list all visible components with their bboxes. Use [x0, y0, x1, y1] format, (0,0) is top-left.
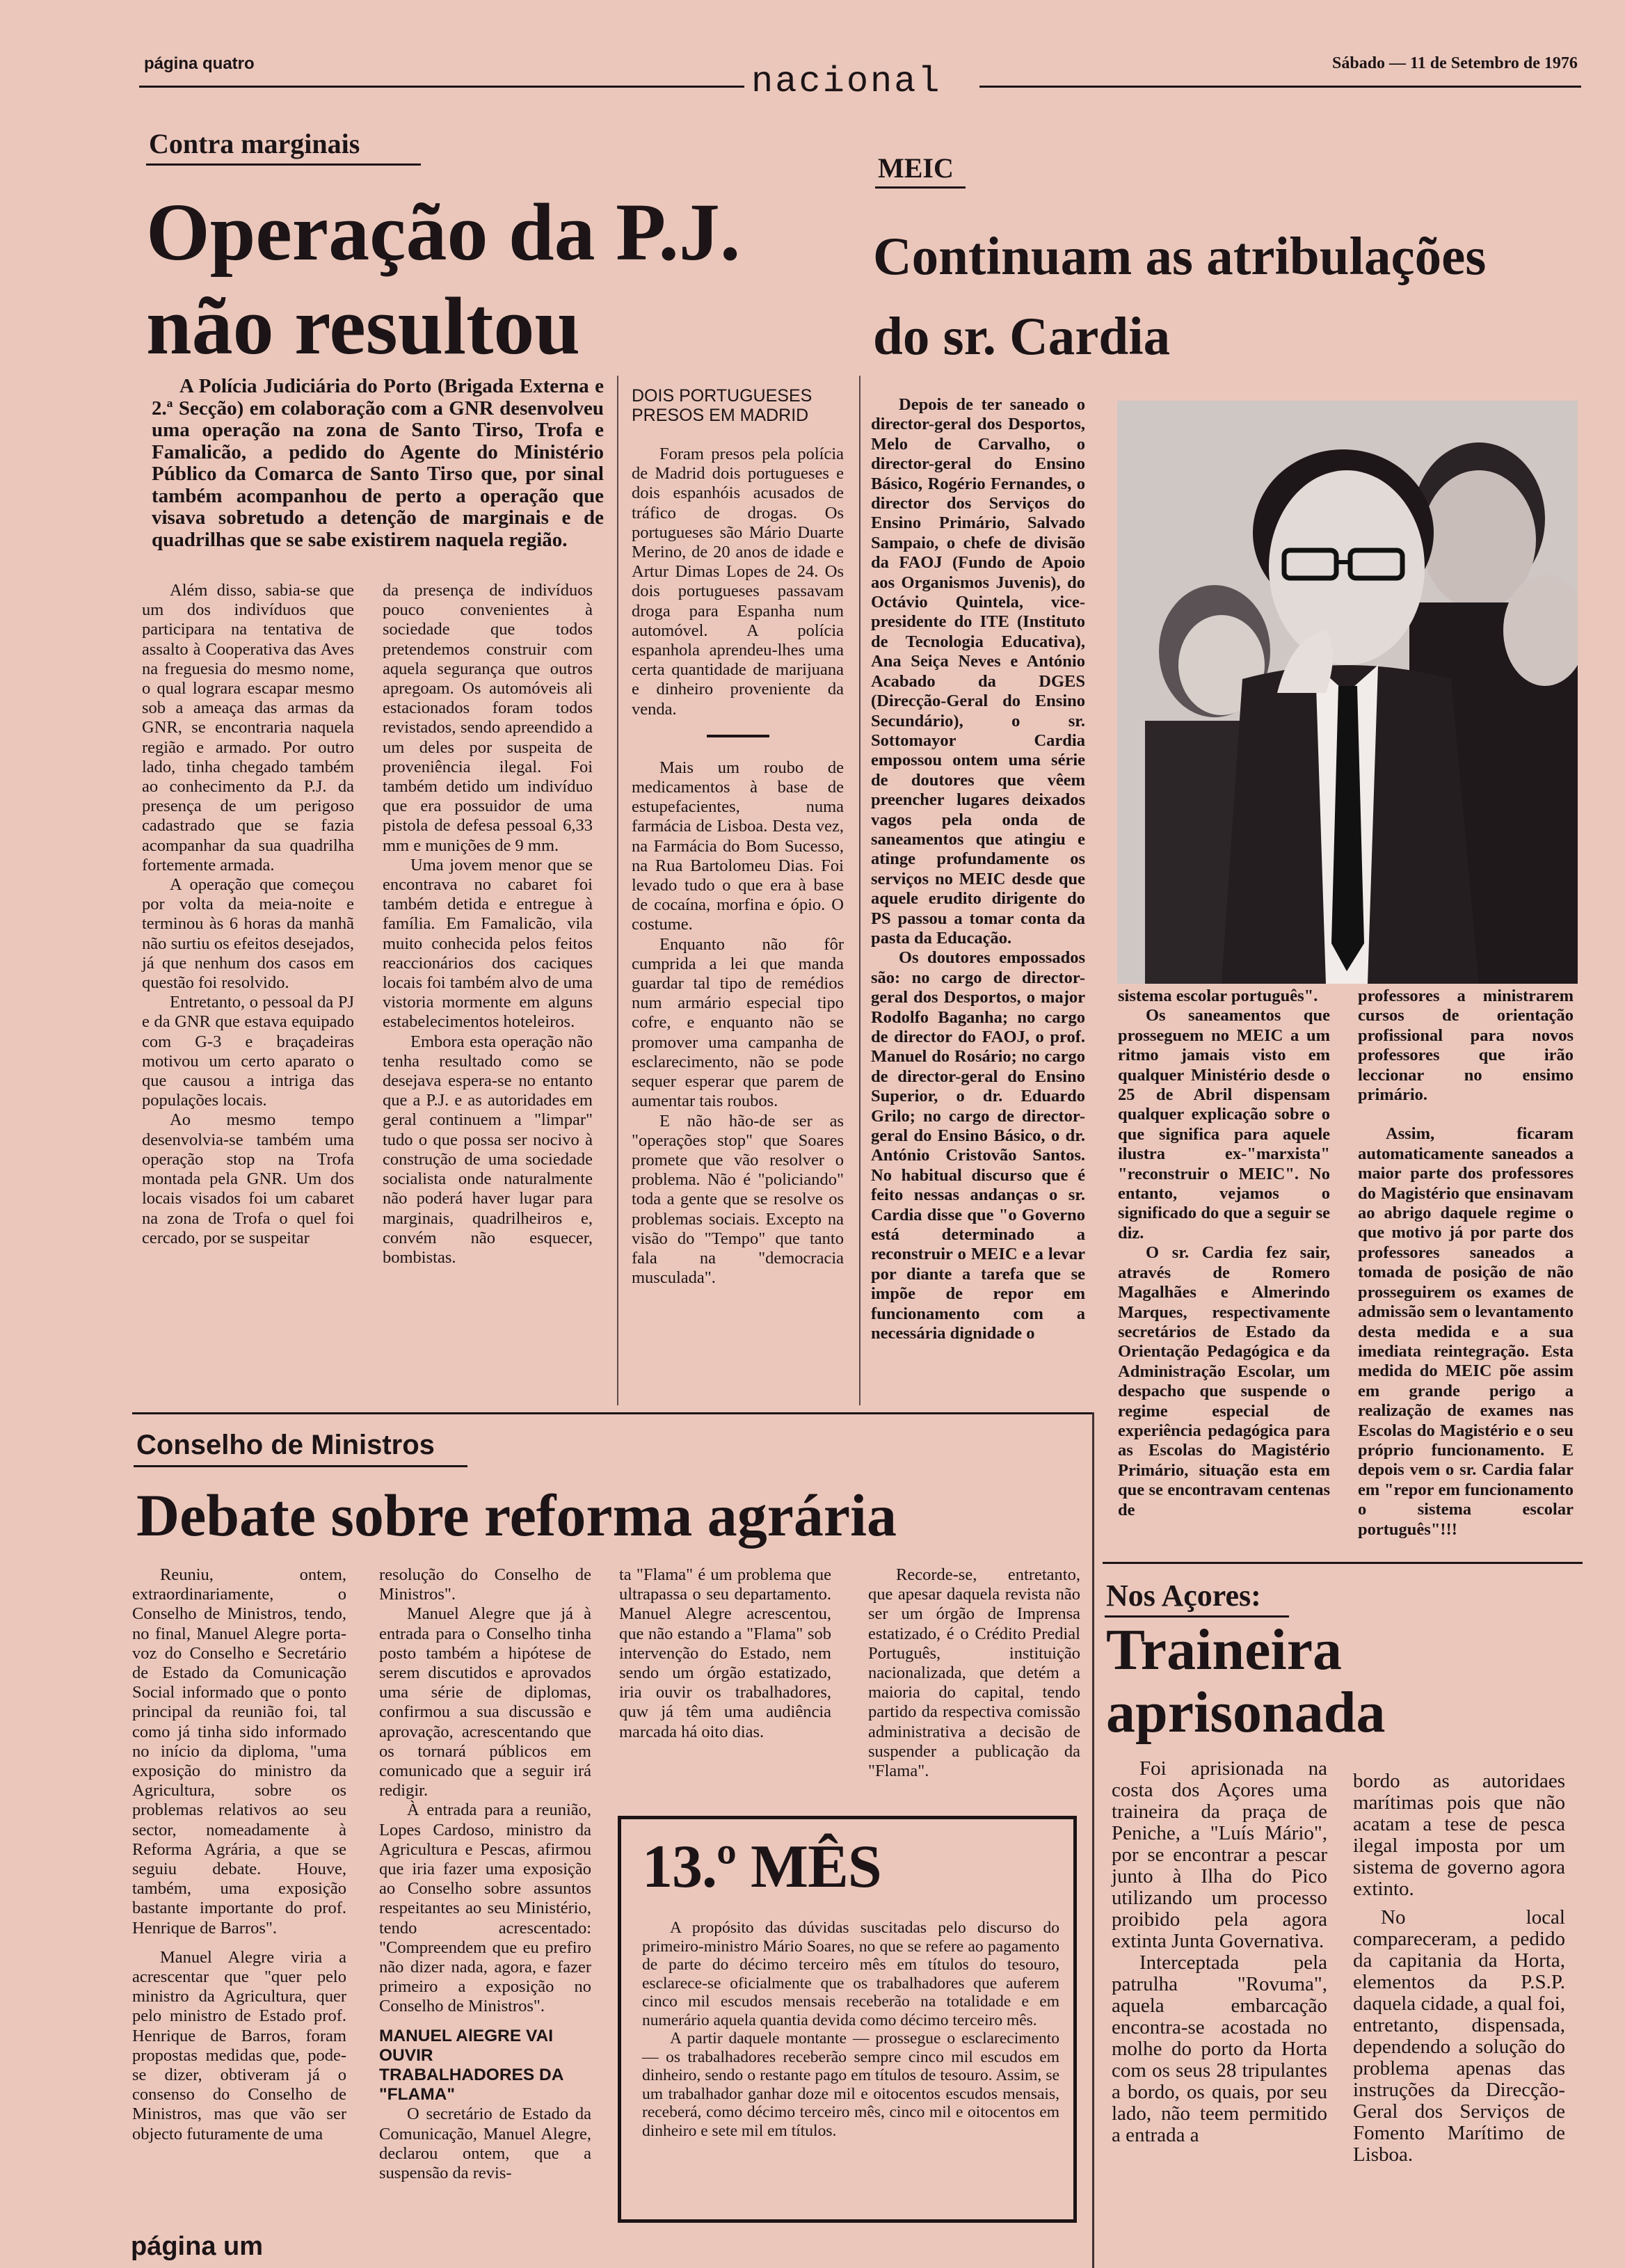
acores-col1-p2: Interceptada pela patrulha "Rovuma", aquela embarcação encontra-se acostada no molhe do porto da Horta com os seus 28 tripulantes a bordo, os quais, por seu lado, não teem permitido a entrada a: [1112, 1951, 1327, 2146]
separator-short: [707, 735, 769, 737]
header-rule-right: [979, 86, 1581, 88]
pj-col3-p4: E não hão-de ser as "operações stop" que Soares promete que vão resolver o problema. Não é "policiando" toda a gente que se resolve os problemas sociais. Excepto na visão do "Tempo" que tanto fala na "democracia musculada".: [632, 1111, 844, 1288]
thirteenth-month-title: 13.º MÊS: [642, 1833, 881, 1901]
ministros-col1-p2: Manuel Alegre viria a acrescentar que "quer pelo ministro da Agricultura, quer pelo ministro de Estado prof. Henrique de Barros, foram propostas medidas que, pode-se dizer, obtiveram já o consenso do Conselho de Ministros, mas que vão ser objecto futuramente de uma: [132, 1947, 346, 2143]
drugs-heading: DOIS PORTUGUESES PRESOS EM MADRID: [632, 386, 812, 425]
acores-column-2: [1353, 1771, 1565, 2166]
ministros-column-1: [132, 1565, 346, 2144]
pj-col1-p3: Entretanto, o pessoal da PJ e da GNR que estava equipado com G-3 e braçadeiras motivou um certo aparato o que causou a intriga das populações locais.: [142, 993, 354, 1110]
ministros-col2-p2: Manuel Alegre que já à entrada para o Conselho tinha posto também a hipótese de serem discutidos e aprovados uma série de diplomas, confirmou a sua discussão e aprovação, acrescentando que os tornará públicos em comunicado que a seguir irá redigir.: [379, 1604, 591, 1800]
pj-kicker-rule: [146, 163, 421, 166]
pj-lead-text: A Polícia Judiciária do Porto (Brigada Externa e 2.ª Secção) em colaboração com a GNR desenvolveu uma operação na zona de Santo Tirso, Trofa e Famalicão, a pedido do Agente do Ministério Público da Comarca de Santo Tirso que, por sinal também acompanhou de perto a operação que visava sobretudo a detenção de marginais e de quadrilhas que se sabe existirem naquela região.: [152, 375, 604, 551]
meic-kicker-rule: [875, 186, 966, 189]
pj-column-2: [383, 581, 593, 1268]
meic-col1-p1: Depois de ter saneado o director-geral dos Desportos, Melo de Carvalho, o director-geral do Ensino Básico, Rogério Fernandes, o director dos Serviços do Ensino Primário, Salvado Sampaio, o chefe de divisão da FAOJ (Fundo de Apoio aos Organismos Juvenis), do Octávio Quintela, vice-presidente do ITE (Instituto de Tecnologia Educativa), Ana Seiça Neves e António Acabado da DGES (Direcção-Geral do Ensino Secundário), o sr. Sottomayor Cardia empossou ontem uma série de doutores que vêem preencher lugares deixados vagos pela onda de saneamentos que atingiu e atinge profundamente os serviços no MEIC desde que aquele erudito dirigente do PS passou a tomar conta da pasta da Educação.: [871, 395, 1085, 948]
pj-col1-p2: A operação que começou por volta da meia-noite e terminou às 6 horas da manhã não surtiu os efeitos desejados, já que nenhum dos casos em questão foi resolvido.: [142, 875, 354, 993]
pj-lead: [152, 376, 604, 551]
meic-column-3: [1358, 987, 1574, 1540]
thirteenth-month-body: [642, 1919, 1059, 2140]
meic-col3-p1: professores a ministrarem cursos de orientação profissional para novos professores que irão leccionar no ensimo primário.: [1358, 987, 1574, 1105]
ministros-kicker: Conselho de Ministros: [136, 1430, 435, 1460]
meic-headline-line2: do sr. Cardia: [873, 306, 1171, 366]
ministros-kicker-rule: [134, 1465, 467, 1467]
flama-heading: MANUEL AlEGRE VAI OUVIR TRABALHADORES DA "FLAMA": [379, 2026, 563, 2105]
column-divider-2: [859, 376, 860, 1405]
pj-col2-p2: Uma jovem menor que se encontrava no cabaret foi também detida e entregue à família. Em Famalicão, vila muito conhecida pelos feitos reaccionários dos caciques locais foi também alvo de uma vistoria mormente em alguns estabelecimentos hoteleiros.: [383, 855, 593, 1032]
ministros-col3-p1: ta "Flama" é um problema que ultrapassa o seu departamento. Manuel Alegre acrescentou, que não estando a "Flama" sob intervenção do Estado, nem sendo um órgão estatizado, iria ouvir os trabalhadores, quw já têm uma audiência marcada há oito dias.: [619, 1565, 831, 1741]
ministros-col2-tail: O secretário de Estado da Comunicação, Manuel Alegre, declarou ontem, que a suspensão da revis-: [379, 2105, 591, 2183]
acores-col2-p2: No local compareceram, a pedido da capitania da Horta, elementos da P.S.P. daquela cidade, a qual foi, entretanto, dispensada, dependendo a solução do problema apenas das instruções da Direcção-Geral dos Serviços de Fomento Marítimo de Lisboa.: [1353, 1906, 1565, 2166]
thirteenth-month-box: [618, 1816, 1077, 2223]
ministros-col1-p1: Reuniu, ontem, extraordinariamente, o Conselho de Ministros, tendo, no final, Manuel Alegre porta-voz do Conselho e Secretário de Estado da Comunicação Social informado que o ponto principal da reunião foi, tal como já tinha sido informado no início da diploma, "uma exposição do ministro da Agricultura, sobre os problemas relativos ao seu sector, nomeadamente à Reforma Agrária, a que se seguiu debate. Houve, também, uma exposição bastante importante do prof. Henrique de Barros".: [132, 1565, 346, 1938]
meic-col2-p2: Os saneamentos que prosseguem no MEIC a um ritmo jamais visto em qualquer Ministério desde o 25 de Abril dispensam qualquer explicação sobre o que significa para aquele ilustra ex-"marxista" "reconstruir o MEIC". No entanto, vejamos o significado do que a seguir se diz.: [1118, 1006, 1330, 1243]
pj-col2-p1: da presença de indivíduos pouco convenientes à sociedade que todos pretendemos construir com aquela segurança que outros apregoam. Os automóveis ali estacionados foram todos revistados, sendo apreendido a um deles por suspeita de proveniência ilegal. Foi também detido um indivíduo que era possuidor de uma pistola de defesa pessoal 6,33 mm e munições de 9 mm.: [383, 581, 593, 855]
pj-col2-p3: Embora esta operação não tenha resultado como se desejava espera-se no entanto que a P.J. e as autoridades em geral continuem a "limpar" tudo o que possa ser nocivo à construção de uma sociedade socialista onde naturalmente não poderá haver lugar para marginais, quadrilheiros e, convém não esquecer, bombistas.: [383, 1032, 593, 1267]
ministros-column-4: [868, 1565, 1080, 1781]
acores-column-1: [1112, 1758, 1327, 2146]
ministros-col2-p1: resolução do Conselho de Ministros".: [379, 1565, 591, 1604]
pj-col3-p3: Enquanto não fôr cumprida a lei que manda guardar tal tipo de remédios num armário especial tipo cofre, e enquanto não se promover uma campanha de esclarecimento, não se pode sequer esperar que parem de aumentar tais roubos.: [632, 934, 844, 1111]
meic-col1-p2: Os doutores empossados são: no cargo de director-geral dos Desportos, o major Rodolfo Baganha; no cargo de director do FAOJ, o prof. Manuel do Rosário; no cargo de director-geral do Ensino Superior, o dr. Eduardo Grilo; no cargo de director-geral do Ensino Básico, o dr. António Cristovão Santos. No habitual discurso que é feito nessas andanças o sr. Cardia disse que "o Governo está determinado a reconstruir o MEIC e a levar por diante a tarefa que se impõe de repor em funcionamento com a necessária dignidade o: [871, 948, 1085, 1343]
thirteenth-month-p2: A partir daquele montante — prossegue o esclarecimento — os trabalhadores receberão sempre cinco mil escudos em dinheiro, sendo o restante pago em títulos de tesouro. Assim, se um trabalhador ganhar doze mil e oitocentos escudos mensais, receberá, como décimo terceiro mês, cinco mil e oitocentos em dinheiro e sete mil em títulos.: [642, 2029, 1059, 2140]
pj-headline-line1: Operação da P.J.: [146, 186, 741, 278]
acores-kicker: Nos Açores:: [1106, 1579, 1261, 1613]
column-divider-1: [617, 376, 618, 1405]
pj-column-3: [632, 386, 844, 1288]
pj-col3-p1: Foram presos pela polícia de Madrid dois portugueses e dois espanhóis acusados de tráfico de drogas. Os portugueses são Mário Duarte Merino, de 20 anos de idade e Artur Dimas Lopes de 24. Os dois portugueses passavam droga para Espanha num automóvel. A polícia espanhola aprendeu-lhes uma certa quantidade de marijuana e dinheiro proveniente da venda.: [632, 445, 844, 719]
pj-col3-p2: Mais um roubo de medicamentos à base de estupefacientes, numa farmácia de Lisboa. Desta vez, na Farmácia do Bom Sucesso, na Rua Bartolomeu Dias. Foi levado tudo o que era à base de cocaína, morfina e ópio. O costume.: [632, 758, 844, 934]
photo-figures: [1117, 401, 1578, 984]
column-divider-3: [1092, 1412, 1094, 2268]
ministros-column-3: [619, 1565, 831, 1742]
pj-col1-p4: Ao mesmo tempo desenvolvia-se também uma operação stop na Trofa montada pela GNR. Um dos locais visados foi um cabaret na zona de Trofa o quel foi cercado, por se suspeitar: [142, 1110, 354, 1247]
acores-headline-line2: aprisonada: [1106, 1680, 1386, 1745]
horizontal-rule-mid: [132, 1412, 1092, 1414]
meic-column-1: [871, 395, 1085, 1344]
thirteenth-month-p1: A propósito das dúvidas suscitadas pelo discurso do primeiro-ministro Mário Soares, no que se refere ao pagamento de parte do décimo terceiro mês em títulos do tesouro, esclarece-se oficialmente que os trabalhadores que auferem cinco mil escudos mensais receberão na totalidade e em numerário aquela quantia devida como décimo terceiro mês.: [642, 1919, 1059, 2029]
meic-col3-p2: Assim, ficaram automaticamente saneados a maior parte dos professores do Magistério que ensinavam ao abrigo daquele regime o que motivo já por parte dos professores saneados a tomada de posição de não prosseguirem os exames de admissão sem o levantamento desta medida e a sua imediata reintegração. Esta medida do MEIC põe assim em grande perigo a realização de exames nas Escolas do Magistério e o seu próprio funcionamento. E depois vem o sr. Cardia falar em "repor em funcionamento o sistema escolar português"!!!: [1358, 1124, 1574, 1539]
meic-kicker: MEIC: [878, 152, 954, 184]
page-label: página quatro: [144, 54, 255, 73]
horizontal-rule-acores: [1103, 1562, 1583, 1564]
section-title: nacional: [751, 61, 942, 102]
ministros-headline: Debate sobre reforma agrária: [136, 1482, 897, 1549]
pj-column-1: [142, 581, 354, 1248]
issue-date: Sábado — 11 de Setembro de 1976: [1332, 54, 1578, 72]
photo-cardia: [1117, 401, 1578, 984]
pj-col1-p1: Além disso, sabia-se que um dos indivíduos que participara na tentativa de assalto à Cooperativa das Aves na freguesia do mesmo nome, o qual lograra escapar mesmo sob a ameaça das armas da GNR, se encontraria naquela região e armado. Por outro lado, tinha chegado também ao conhecimento da P.J. da presença de um perigoso cadastrado que se fazia acompanhar da sua quadrilha fortemente armada.: [142, 581, 354, 875]
ministros-col2-p3: À entrada para a reunião, Lopes Cardoso, ministro da Agricultura e Pescas, afirmou que iria fazer uma exposição ao Conselho sobre assuntos respeitantes ao seu Ministério, tendo acrescentado: "Compreendem que eu prefiro não dizer nada, agora, e fazer primeiro a exposição no Conselho de Ministros".: [379, 1800, 591, 2016]
page-one-note: página um: [131, 2232, 264, 2261]
meic-column-2: [1118, 987, 1330, 1520]
pj-kicker: Contra marginais: [149, 128, 360, 159]
meic-headline-line1: Continuam as atribulações: [873, 226, 1487, 286]
acores-col1-p1: Foi aprisionada na costa dos Açores uma traineira da praça de Peniche, a "Luís Mário", por se encontrar a pescar junto à Ilha do Pico utilizando um processo proibido pela agora extinta Junta Governativa.: [1112, 1757, 1327, 1952]
acores-headline-line1: Traineira: [1106, 1618, 1343, 1682]
meic-col2-p3: O sr. Cardia fez sair, através de Romero Magalhães e Almerindo Marques, respectivamente secretários de Estado da Orientação Pedagógica e da Administração Escolar, um despacho que suspende o regime especial de experiência pedagógica para as Escolas do Magistério Primário, situação esta em que se encontravam centenas de: [1118, 1243, 1330, 1519]
ministros-column-2: [379, 1565, 591, 2183]
ministros-col4-p1: Recorde-se, entretanto, que apesar daquela revista não ser um órgão de Imprensa estatizado, é o Crédito Predial Português, instituição nacionalizada, que detém a maioria do capital, tendo partido da respectiva comissão administrativa a decisão de suspender a publicação da "Flama".: [868, 1565, 1080, 1781]
acores-col2-p1: bordo as autoridaes marítimas pois que não acatam a tese de pesca ilegal imposta por um sistema de governo agora extinto.: [1353, 1770, 1565, 1900]
pj-headline-line2: não resultou: [146, 280, 580, 372]
meic-col2-p1: sistema escolar português".: [1118, 987, 1318, 1005]
header-rule-left: [139, 86, 744, 88]
